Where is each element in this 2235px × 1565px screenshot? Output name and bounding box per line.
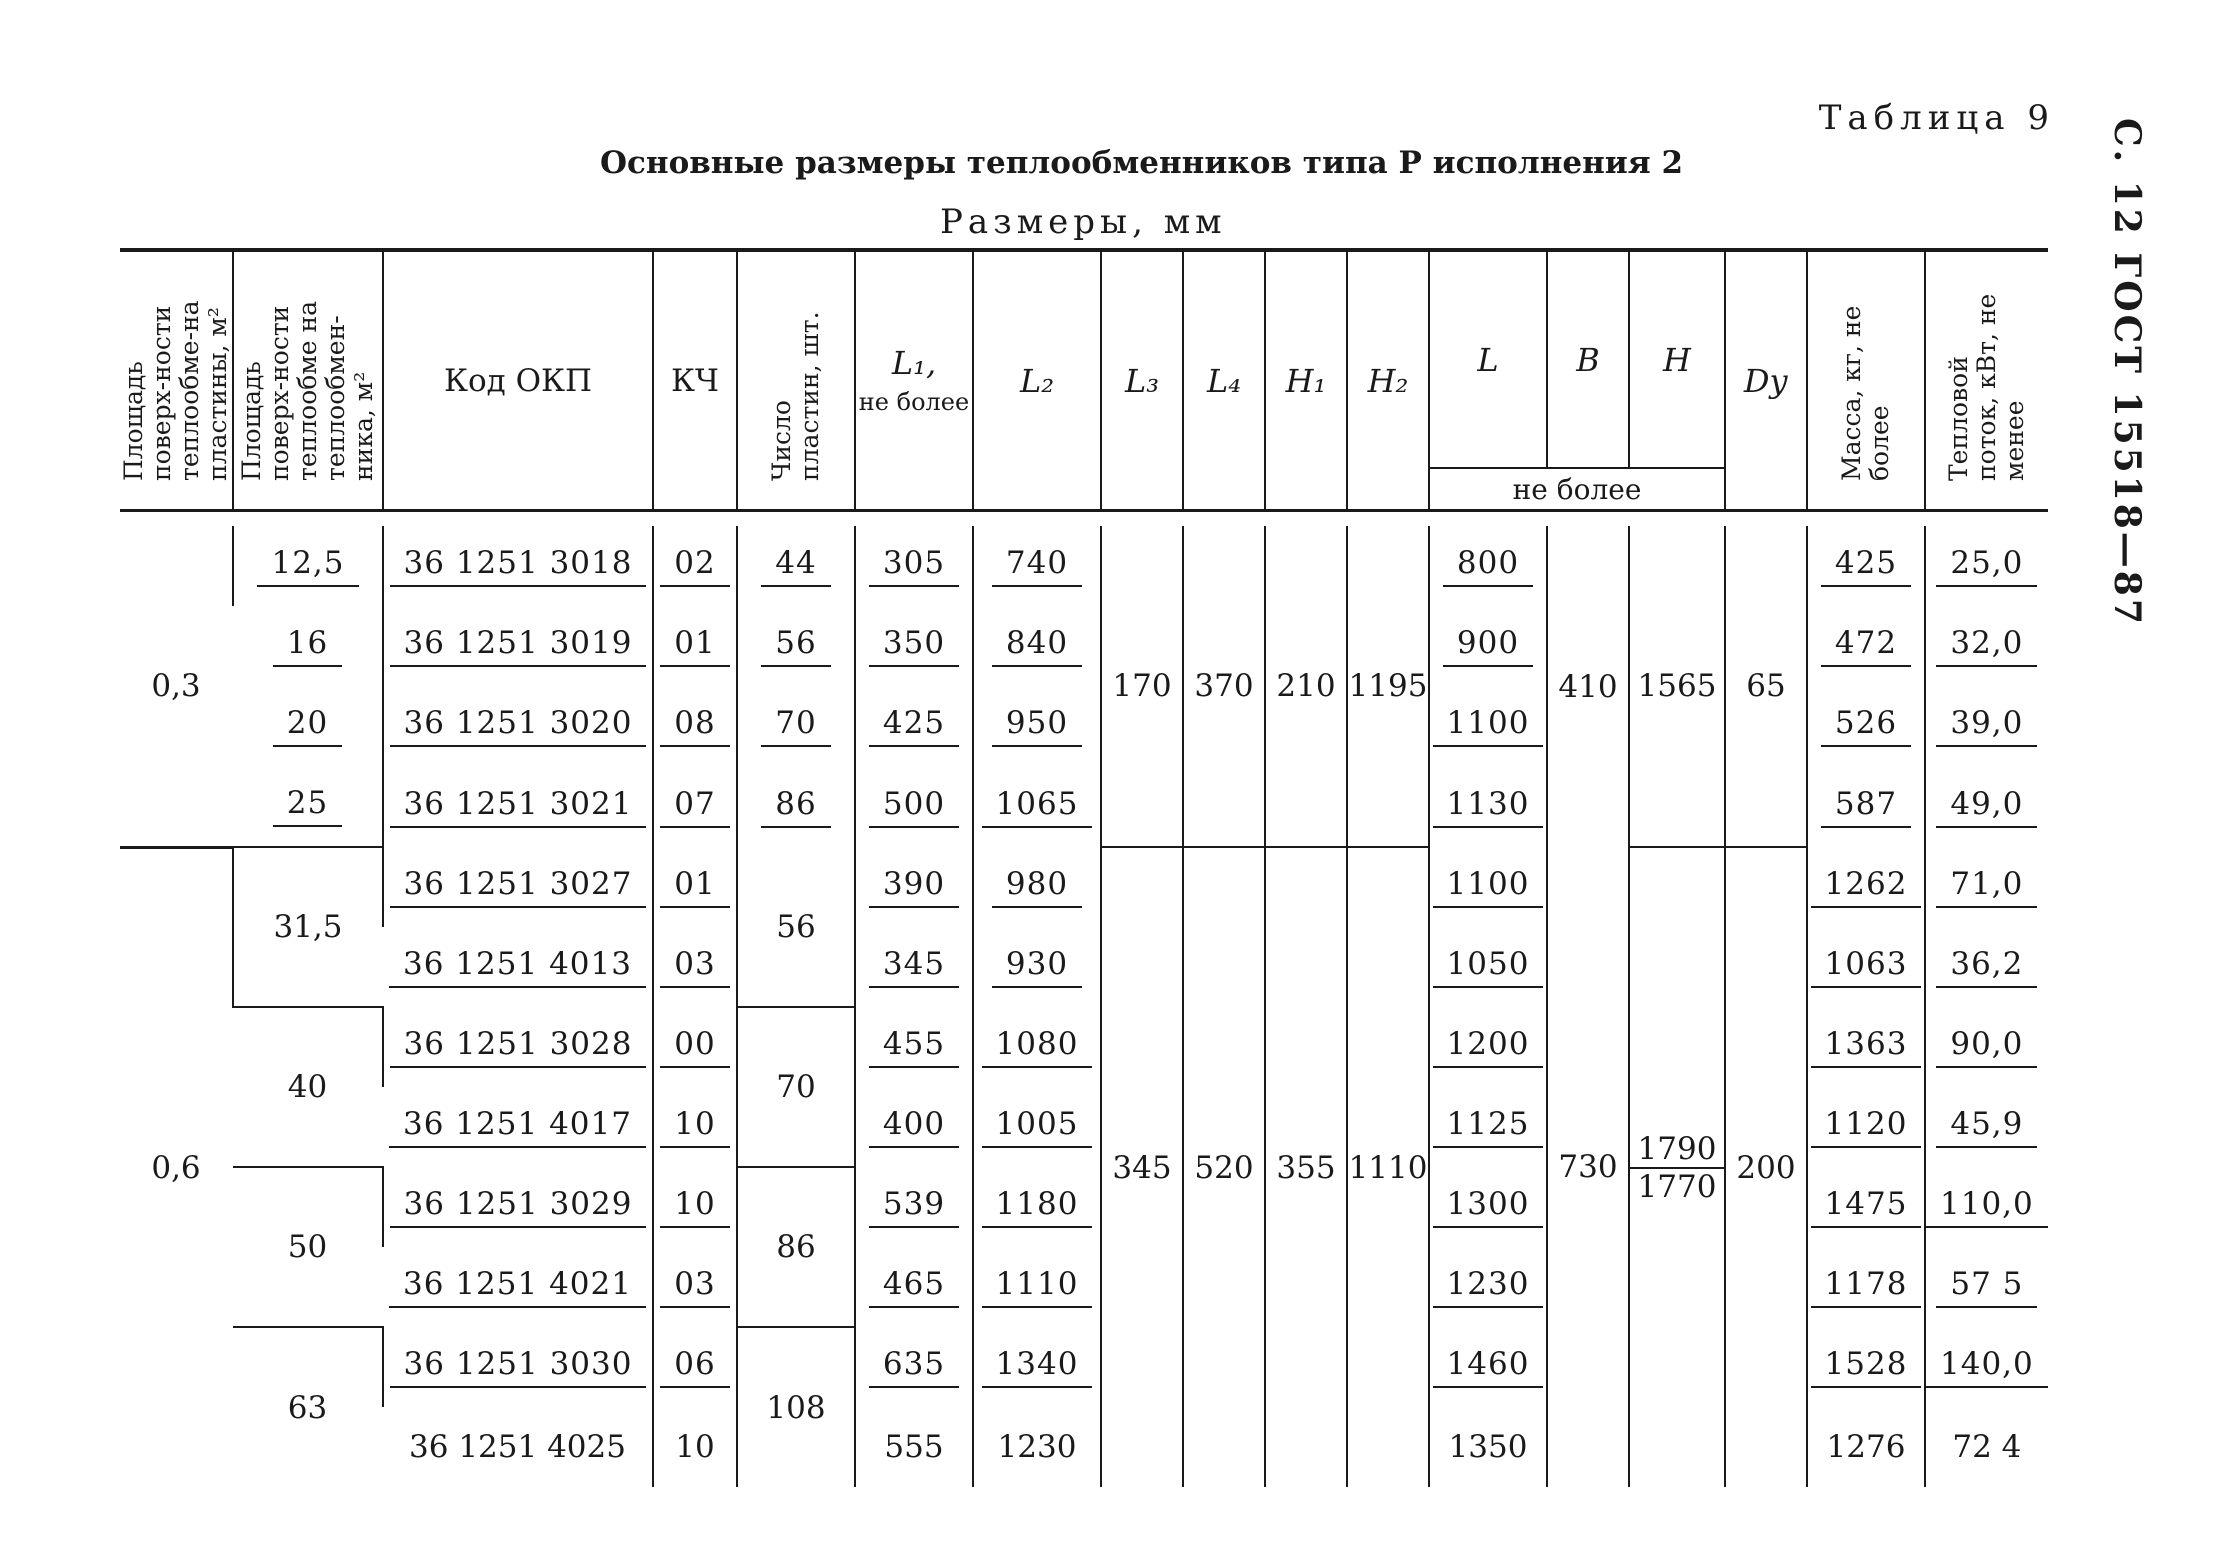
exch-area-cell: 16 — [233, 606, 383, 686]
l2-cell: 840 — [973, 606, 1101, 686]
table-number: Таблица 9 — [1818, 98, 2055, 138]
l3-value: 345 — [1101, 847, 1183, 1487]
okp-cell: 36 1251 4013 — [383, 927, 653, 1007]
mass-cell: 1262 — [1807, 847, 1925, 927]
l-cell: 1460 — [1429, 1327, 1547, 1407]
header-mass: Масса, кг, не более — [1807, 250, 1925, 511]
l1-cell: 350 — [855, 606, 973, 686]
l2-cell: 1230 — [973, 1407, 1101, 1487]
okp-cell: 36 1251 3027 — [383, 847, 653, 927]
plates-group: 108 — [737, 1327, 855, 1487]
plates-cell: 86 — [737, 766, 855, 847]
l-cell: 1125 — [1429, 1087, 1547, 1167]
heat-cell: 72 4 — [1925, 1407, 2048, 1487]
l-cell: 1130 — [1429, 766, 1547, 847]
l2-cell: 1110 — [973, 1247, 1101, 1327]
dy-value: 200 — [1725, 847, 1807, 1487]
header-h2: H₂ — [1347, 250, 1429, 511]
plates-group: 56 — [737, 847, 855, 1007]
h2-value: 1110 — [1347, 847, 1429, 1487]
plates-group: 86 — [737, 1167, 855, 1327]
header-b: B — [1547, 250, 1629, 468]
heat-cell: 140,0 — [1925, 1327, 2048, 1407]
mass-cell: 1528 — [1807, 1327, 1925, 1407]
l1-cell: 390 — [855, 847, 973, 927]
l1-cell: 500 — [855, 766, 973, 847]
plate-area-value: 0,6 — [120, 847, 233, 1487]
mass-cell: 425 — [1807, 526, 1925, 606]
kch-cell: 10 — [653, 1167, 737, 1247]
l4-value: 370 — [1183, 526, 1265, 847]
header-l4: L₄ — [1183, 250, 1265, 511]
mass-cell: 1063 — [1807, 927, 1925, 1007]
h-value: 1565 — [1629, 526, 1725, 847]
l2-cell: 930 — [973, 927, 1101, 1007]
exch-area-group: 63 — [233, 1327, 383, 1487]
l3-value: 170 — [1101, 526, 1183, 847]
l2-cell: 1005 — [973, 1087, 1101, 1167]
l1-cell: 465 — [855, 1247, 973, 1327]
l2-cell: 980 — [973, 847, 1101, 927]
l1-cell: 555 — [855, 1407, 973, 1487]
okp-cell: 36 1251 3020 — [383, 686, 653, 766]
header-dy: Dу — [1725, 250, 1807, 511]
heat-cell: 90,0 — [1925, 1007, 2048, 1087]
dimensions-table — [120, 248, 2048, 1487]
heat-cell: 49,0 — [1925, 766, 2048, 847]
kch-cell: 03 — [653, 1247, 737, 1327]
okp-cell: 36 1251 3021 — [383, 766, 653, 847]
page-side-label: С. 12 ГОСТ 15518—87 — [2106, 118, 2148, 627]
mass-cell: 472 — [1807, 606, 1925, 686]
okp-cell: 36 1251 4021 — [383, 1247, 653, 1327]
l1-cell: 455 — [855, 1007, 973, 1087]
header-plate-area: Площадь поверх-ности теплообме-на пластины, м² — [120, 250, 233, 511]
exch-area-group: 50 — [233, 1167, 383, 1327]
plates-cell: 56 — [737, 606, 855, 686]
okp-cell: 36 1251 3028 — [383, 1007, 653, 1087]
l-cell: 1050 — [1429, 927, 1547, 1007]
heat-cell: 32,0 — [1925, 606, 2048, 686]
kch-cell: 01 — [653, 847, 737, 927]
l-cell: 900 — [1429, 606, 1547, 686]
units-label: Размеры, мм — [940, 202, 1227, 242]
l-cell: 1350 — [1429, 1407, 1547, 1487]
table-caption: Основные размеры теплообменников типа Р исполнения 2 — [600, 145, 1684, 181]
plate-area-value: 0,3 — [151, 667, 201, 704]
heat-cell: 110,0 — [1925, 1167, 2048, 1247]
plates-cell: 44 — [737, 526, 855, 606]
h1-value: 210 — [1265, 526, 1347, 847]
l1-cell: 425 — [855, 686, 973, 766]
l-cell: 1100 — [1429, 847, 1547, 927]
b-value: 410 — [1547, 526, 1629, 847]
header-l3: L₃ — [1101, 250, 1183, 511]
l-cell: 1300 — [1429, 1167, 1547, 1247]
header-plate-count: Число пластин, шт. — [737, 250, 855, 511]
kch-cell: 00 — [653, 1007, 737, 1087]
l2-cell: 1180 — [973, 1167, 1101, 1247]
heat-cell: 25,0 — [1925, 526, 2048, 606]
kch-cell: 03 — [653, 927, 737, 1007]
heat-cell: 36,2 — [1925, 927, 2048, 1007]
header-kch: КЧ — [653, 250, 737, 511]
kch-cell: 08 — [653, 686, 737, 766]
okp-cell: 36 1251 3029 — [383, 1167, 653, 1247]
heat-cell: 71,0 — [1925, 847, 2048, 927]
l1-cell: 305 — [855, 526, 973, 606]
plates-group: 70 — [737, 1007, 855, 1167]
header-heat-flow: Тепловой поток, кВт, не менее — [1925, 250, 2048, 511]
header-l1: L₁, не более — [855, 250, 973, 511]
l1-cell: 345 — [855, 927, 973, 1007]
mass-cell: 1475 — [1807, 1167, 1925, 1247]
exch-area-group: 40 — [233, 1007, 383, 1167]
exch-area-group: 31,5 — [233, 847, 383, 1007]
mass-cell: 1363 — [1807, 1007, 1925, 1087]
h-value: 1790 1770 — [1629, 847, 1725, 1487]
l-cell: 1100 — [1429, 686, 1547, 766]
l-cell: 800 — [1429, 526, 1547, 606]
l1-cell: 400 — [855, 1087, 973, 1167]
mass-cell: 587 — [1807, 766, 1925, 847]
mass-cell: 1178 — [1807, 1247, 1925, 1327]
dy-value: 65 — [1725, 526, 1807, 847]
header-h1: H₁ — [1265, 250, 1347, 511]
okp-cell: 36 1251 3018 — [383, 526, 653, 606]
mass-cell: 526 — [1807, 686, 1925, 766]
heat-cell: 57 5 — [1925, 1247, 2048, 1327]
plates-cell: 70 — [737, 686, 855, 766]
l1-cell: 539 — [855, 1167, 973, 1247]
exch-area-cell: 12,5 — [233, 526, 383, 606]
header-l: L — [1429, 250, 1547, 468]
h1-value: 355 — [1265, 847, 1347, 1487]
l2-cell: 1340 — [973, 1327, 1101, 1407]
heat-cell: 45,9 — [1925, 1087, 2048, 1167]
kch-cell: 01 — [653, 606, 737, 686]
kch-cell: 07 — [653, 766, 737, 847]
l1-cell: 635 — [855, 1327, 973, 1407]
l2-cell: 740 — [973, 526, 1101, 606]
okp-cell: 36 1251 4025 — [409, 1429, 626, 1465]
mass-cell: 1276 — [1807, 1407, 1925, 1487]
kch-cell: 10 — [653, 1407, 737, 1487]
mass-cell: 1120 — [1807, 1087, 1925, 1167]
l2-cell: 1080 — [973, 1007, 1101, 1087]
exch-area-cell: 20 — [233, 686, 383, 766]
l2-cell: 1065 — [973, 766, 1101, 847]
header-max-note: не более — [1429, 468, 1725, 511]
heat-cell: 39,0 — [1925, 686, 2048, 766]
header-h: H — [1629, 250, 1725, 468]
header-okp-code: Код ОКП — [383, 250, 653, 511]
okp-cell: 36 1251 3030 — [383, 1327, 653, 1407]
kch-cell: 02 — [653, 526, 737, 606]
okp-cell: 36 1251 3019 — [383, 606, 653, 686]
l-cell: 1200 — [1429, 1007, 1547, 1087]
header-l2: L₂ — [973, 250, 1101, 511]
h2-value: 1195 — [1347, 526, 1429, 847]
kch-cell: 10 — [653, 1087, 737, 1167]
exch-area-cell: 25 — [233, 766, 383, 847]
b-value: 730 — [1547, 847, 1629, 1487]
l2-cell: 950 — [973, 686, 1101, 766]
l4-value: 520 — [1183, 847, 1265, 1487]
l-cell: 1230 — [1429, 1247, 1547, 1327]
okp-cell: 36 1251 4017 — [383, 1087, 653, 1167]
header-exchanger-area: Площадь поверх-ности теплообме на теплообмен-ника, м² — [233, 250, 383, 511]
kch-cell: 06 — [653, 1327, 737, 1407]
